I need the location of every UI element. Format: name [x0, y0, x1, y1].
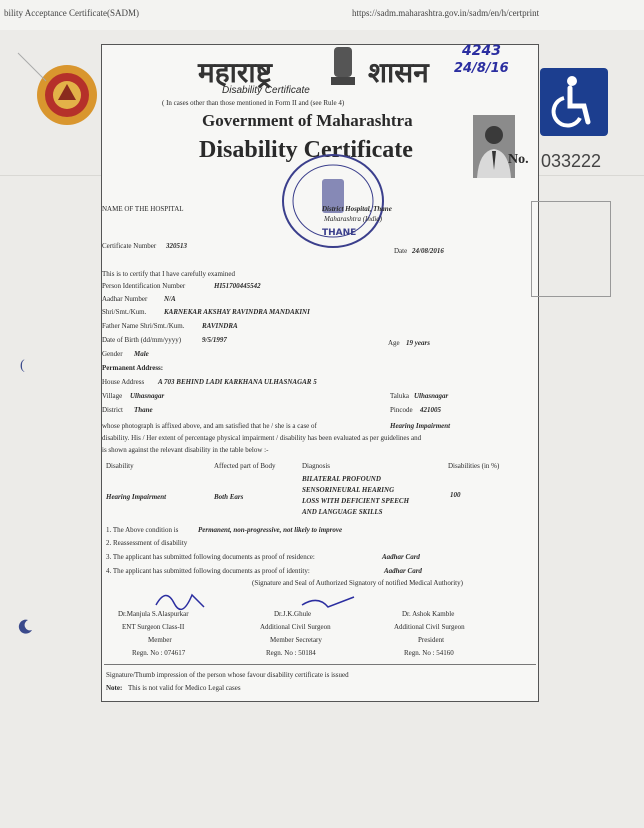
- cert-number-label: Certificate Number: [102, 242, 157, 250]
- sig3-position: President: [418, 636, 445, 644]
- village-label: Village: [102, 392, 123, 400]
- hospital-value: District Hospital, Thane: [322, 205, 392, 213]
- sig1-name: Dr.Manjula S.Alaspurkar: [118, 610, 189, 618]
- para-line-2: disability. His / Her extent of percentage physical impairment / disability has been evaluated as per guidelines and: [102, 434, 422, 442]
- house-label: House Address: [102, 378, 145, 386]
- marathi-right: शासन: [368, 56, 429, 89]
- sig1-role: ENT Surgeon Class-II: [122, 623, 185, 631]
- house-value: A 703 BEHIND LADI KARKHANA ULHASNAGAR 5: [158, 378, 317, 386]
- sig2-role: Additional Civil Surgeon: [260, 623, 331, 631]
- sig2-position: Member Secretary: [270, 636, 322, 644]
- condition-2: 2. Reassessment of disability: [106, 539, 188, 547]
- note-text: This is not valid for Medico Legal cases: [128, 684, 241, 692]
- sig2-name: Dr.J.K.Ghule: [274, 610, 312, 618]
- taluka-value: Ulhasnagar: [414, 392, 449, 400]
- cert-no-value: 033222: [541, 151, 602, 171]
- applicant-photo: [473, 115, 515, 178]
- para-line-1: whose photograph is affixed above, and am satisfied that he / she is a case of: [102, 422, 317, 430]
- wheelchair-icon: [540, 68, 608, 136]
- td-percent: 100: [450, 491, 461, 499]
- td-diagnosis-2: SENSORINEURAL HEARING: [302, 486, 395, 494]
- sig1-regn: Regn. No : 074617: [132, 649, 186, 657]
- hospital-label: NAME OF THE HOSPITAL: [102, 205, 184, 213]
- aadhar-label: Aadhar Number: [102, 295, 148, 303]
- note-label: Note:: [106, 684, 123, 692]
- sparkle-icon: [10, 45, 50, 85]
- marathi-left: महाराष्ट्र: [198, 56, 272, 89]
- hospital-stamp-icon: [278, 149, 388, 253]
- td-diagnosis-4: AND LANGUAGE SKILLS: [302, 508, 383, 516]
- cases-note: ( In cases other than those mentioned in Form II and (see Rule 4): [162, 99, 345, 107]
- handwritten-date: 24/8/16: [454, 61, 509, 76]
- td-diagnosis-3: LOSS WITH DEFICIENT SPEECH: [302, 497, 410, 505]
- td-diagnosis-1: BILATERAL PROFOUND: [302, 475, 381, 483]
- condition-3: 3. The applicant has submitted following documents as proof of residence:: [106, 553, 315, 561]
- aadhar-value: N/A: [164, 295, 176, 303]
- condition-4-value: Aadhar Card: [384, 567, 422, 575]
- taluka-label: Taluka: [390, 392, 409, 400]
- signature-1-icon: [152, 585, 212, 613]
- pid-value: HI51700445542: [214, 282, 261, 290]
- para-disability-type: Hearing Impairment: [390, 422, 451, 430]
- village-value: Ulhasnagar: [130, 392, 165, 400]
- father-value: RAVINDRA: [202, 322, 238, 330]
- margin-mark-1: (: [20, 358, 25, 373]
- hospital-state: Maharashtra (India): [324, 215, 383, 223]
- th-body-part: Affected part of Body: [214, 462, 276, 470]
- handwritten-number: 4243: [462, 43, 501, 59]
- sub-title: Disability Certificate: [222, 85, 310, 96]
- name-value: KARNEKAR AKSHAY RAVINDRA MANDAKINI: [164, 308, 310, 316]
- moon-mark-icon: [18, 618, 34, 634]
- district-value: Thane: [134, 406, 153, 414]
- print-title: bility Acceptance Certificate(SADM): [4, 8, 139, 18]
- footer-divider: [104, 664, 536, 665]
- sig3-regn: Regn. No : 54160: [404, 649, 454, 657]
- name-label: Shri/Smt./Kum.: [102, 308, 147, 316]
- district-label: District: [102, 406, 123, 414]
- gender-value: Male: [134, 350, 149, 358]
- gender-label: Gender: [102, 350, 123, 358]
- dob-label: Date of Birth (dd/mm/yyyy): [102, 336, 182, 344]
- certificate-title: Disability Certificate: [199, 137, 413, 163]
- cert-number: 320513: [166, 242, 187, 250]
- pincode-label: Pincode: [390, 406, 413, 414]
- condition-4: 4. The applicant has submitted following documents as proof of identity:: [106, 567, 310, 575]
- age-value: 19 years: [406, 339, 430, 347]
- cert-no-label: No.: [508, 152, 529, 167]
- dob-value: 9/5/1997: [202, 336, 227, 344]
- cert-date: 24/08/2016: [412, 247, 444, 255]
- td-disability: Hearing Impairment: [106, 493, 167, 501]
- th-disability: Disability: [106, 462, 134, 470]
- cert-date-label: Date: [394, 247, 408, 255]
- sig2-regn: Regn. No : 50184: [266, 649, 316, 657]
- photo-placeholder-box: [531, 201, 611, 297]
- para-line-3: is shown against the relevant disability in the table below :-: [102, 446, 269, 454]
- sig1-position: Member: [148, 636, 172, 644]
- thumb-text: Signature/Thumb impression of the person whose favour disability certificate is issued: [106, 671, 349, 679]
- age-label: Age: [388, 339, 400, 347]
- signatory-caption: (Signature and Seal of Authorized Signatory of notified Medical Authority): [252, 579, 463, 587]
- pincode-value: 421005: [420, 406, 441, 414]
- emblem-icon: [328, 45, 358, 89]
- condition-1: 1. The Above condition is: [106, 526, 179, 534]
- sig3-role: Additional Civil Surgeon: [394, 623, 465, 631]
- permanent-address-label: Permanent Address:: [102, 364, 164, 372]
- pid-label: Person Identification Number: [102, 282, 186, 290]
- td-body-part: Both Ears: [214, 493, 244, 501]
- condition-3-value: Aadhar Card: [382, 553, 420, 561]
- print-url: https://sadm.maharashtra.gov.in/sadm/en/h/certprint: [352, 8, 540, 18]
- sig3-name: Dr. Ashok Kamble: [402, 610, 455, 618]
- th-percent: Disabilities (in %): [448, 462, 500, 470]
- th-diagnosis: Diagnosis: [302, 462, 330, 470]
- condition-1-value: Permanent, non-progressive, not likely to improve: [198, 526, 343, 534]
- stamp-text: THANE: [322, 228, 357, 238]
- government-title: Government of Maharashtra: [202, 111, 413, 130]
- intro-text: This is to certify that I have carefully examined: [102, 270, 235, 278]
- person-silhouette-icon: [473, 115, 515, 178]
- father-label: Father Name Shri/Smt./Kum.: [102, 322, 185, 330]
- accessibility-box: [540, 68, 608, 136]
- browser-print-header: [0, 0, 644, 30]
